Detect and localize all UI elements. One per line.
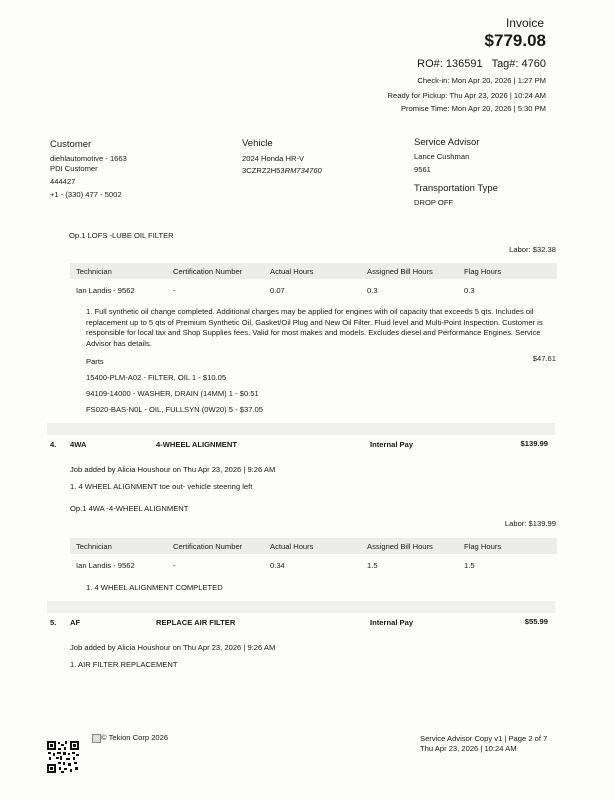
job4-note: 1. 4 WHEEL ALIGNMENT COMPLETED	[86, 583, 223, 592]
job4-tech-table	[70, 538, 557, 572]
col-flag-hours: Flag Hours	[458, 538, 557, 554]
ro-number: RO#: 136591	[417, 58, 483, 70]
cell-actual-hours: 0.07	[270, 285, 285, 295]
job5-code: AF	[70, 618, 81, 627]
ready-time: Ready for Pickup: Thu Apr 23, 2026 | 10:24 AM	[387, 91, 546, 100]
job4-added: Job added by Alicia Houshour on Thu Apr 23, 2026 | 9:26 AM	[70, 465, 276, 474]
op1-title: Op.1 LOFS -LUBE OIL FILTER	[69, 231, 174, 240]
job4-op-title: Op.1 4WA -4-WHEEL ALIGNMENT	[70, 504, 189, 513]
part-line: 15400-PLM-A02 - FILTER, OIL 1 - $10.05	[86, 373, 227, 382]
job5-pay-type: Internal Pay	[370, 618, 414, 627]
job5-added: Job added by Alicia Houshour on Thu Apr 23, 2026 | 9:26 AM	[70, 643, 276, 652]
job5-name: REPLACE AIR FILTER	[156, 618, 236, 627]
col-assigned-bill-hours: Assigned Bill Hours	[361, 263, 458, 279]
cell-flag-hours: 0.3	[464, 285, 475, 295]
vehicle-label: Vehicle	[242, 138, 273, 149]
job5-concern: 1. AIR FILTER REPLACEMENT	[70, 660, 178, 669]
table-header-row	[70, 538, 557, 554]
cell-technician: Ian Landis - 9562	[76, 285, 135, 295]
customer-id: 444427	[50, 177, 76, 186]
cell-flag-hours: 1.5	[464, 560, 475, 570]
col-actual-hours: Actual Hours	[264, 263, 361, 279]
advisor-name: Lance Cushman	[414, 152, 470, 161]
col-actual-hours: Actual Hours	[264, 538, 361, 554]
tekion-logo-icon	[92, 734, 101, 743]
cell-technician: Ian Landis - 9562	[76, 560, 135, 570]
col-technician: Technician	[70, 263, 167, 279]
parts-label: Parts	[86, 357, 104, 366]
cell-certification: -	[173, 285, 176, 295]
col-certification: Certification Number	[167, 538, 264, 554]
table-row	[70, 279, 557, 297]
job4-price: $139.99	[520, 439, 548, 448]
cell-assigned-hours: 0.3	[367, 285, 378, 295]
copyright: © Tekion Corp 2026	[101, 733, 169, 742]
tag-number: Tag#: 4760	[491, 58, 546, 70]
job5-number: 5.	[50, 618, 57, 627]
job4-concern: 1. 4 WHEEL ALIGNMENT toe out- vehicle steering left	[70, 482, 253, 491]
part-line: 94109-14000 - WASHER, DRAIN (14MM) 1 - $0.51	[86, 389, 259, 398]
cell-assigned-hours: 1.5	[367, 560, 378, 570]
col-technician: Technician	[70, 538, 167, 554]
vehicle-model: 2024 Honda HR-V	[242, 154, 305, 163]
section-divider	[47, 601, 555, 613]
vin-prefix: 3CZRZ2H53	[242, 166, 285, 175]
section-divider	[47, 423, 555, 435]
customer-label: Customer	[50, 139, 92, 150]
customer-name: diehlautomotive - 1663	[50, 154, 127, 163]
job4-pay-type: Internal Pay	[370, 440, 414, 449]
job4-labor: Labor: $139.99	[504, 519, 556, 528]
cell-actual-hours: 0.34	[270, 560, 285, 570]
cell-certification: -	[173, 560, 176, 570]
customer-type: PDI Customer	[50, 164, 98, 173]
op1-labor: Labor: $32.38	[509, 245, 556, 254]
print-time: Thu Apr 23, 2026 | 10:24 AM	[420, 744, 517, 753]
copy-info: Service Advisor Copy v1 | Page 2 of 7	[420, 734, 548, 743]
job4-code: 4WA	[70, 440, 87, 449]
advisor-id: 9561	[414, 165, 431, 174]
op1-tech-table	[70, 263, 557, 297]
checkin-time: Check-in: Mon Apr 20, 2026 | 1:27 PM	[417, 76, 546, 85]
customer-phone: +1 - (330) 477 - 5002	[50, 190, 122, 199]
table-row	[70, 554, 557, 572]
invoice-label: Invoice	[505, 16, 544, 30]
qr-code-icon	[46, 740, 80, 774]
ro-tag-line	[417, 58, 546, 70]
col-flag-hours: Flag Hours	[458, 263, 557, 279]
op1-note: 1. Full synthetic oil change completed. Additional charges may be applied for engines with oil capacity that exceeds 5 qts. Includes oil replacement up to 5 qts of Premium Synthetic Oil, Gasket/Oil Plug and New Oil Filter. Fluid level and Multi-Point Inspection. Customer is responsible for local tax and Shop Supplies fees. Valid for most makes and models. Excludes diesel and Performance Engines. Service Advisor has details.	[86, 307, 543, 348]
transport-label: Transportation Type	[414, 183, 498, 194]
job5-price: $55.99	[524, 617, 548, 626]
vehicle-vin	[242, 164, 322, 177]
advisor-label: Service Advisor	[414, 137, 480, 148]
col-assigned-bill-hours: Assigned Bill Hours	[361, 538, 458, 554]
invoice-total: $779.08	[484, 31, 546, 50]
col-certification: Certification Number	[167, 263, 264, 279]
job4-name: 4-WHEEL ALIGNMENT	[156, 440, 237, 449]
vin-suffix: RM734760	[284, 166, 322, 175]
parts-total: $47.61	[532, 354, 556, 363]
promise-time: Promise Time: Mon Apr 20, 2026 | 5:30 PM	[400, 104, 546, 113]
table-header-row	[70, 263, 557, 279]
job4-number: 4.	[50, 440, 57, 449]
transport-type: DROP OFF	[414, 198, 454, 207]
part-line: FS020-BAS-N0L - OIL, FULLSYN (0W20) 5 - $37.05	[86, 405, 263, 414]
